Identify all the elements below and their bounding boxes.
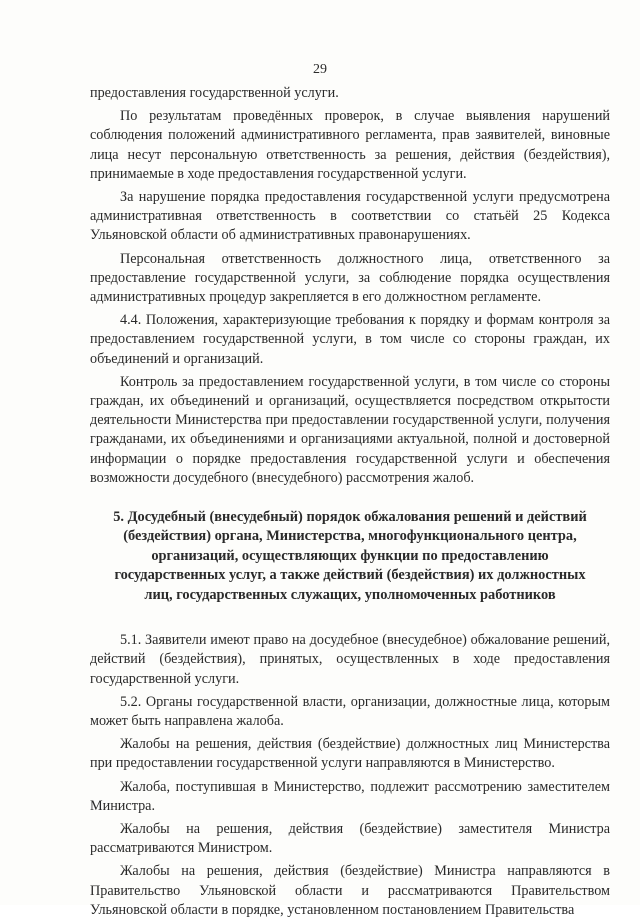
paragraph: По результатам проведённых проверок, в случае выявления нарушений соблюдения положений административного регламента, прав заявителей, виновные лица несут персональную ответственность за решения, действия (бездействия), принимаемые в ходе предоставления государственной услуги. — [90, 108, 610, 182]
paragraph: Жалобы на решения, действия (бездействие) должностных лиц Министерства при предоставлении государственной услуги направляются в Министерство. — [90, 736, 610, 772]
paragraph: 4.4. Положения, характеризующие требования к порядку и формам контроля за предоставлением государственной услуги, в том числе со стороны граждан, их объединений и организаций. — [90, 312, 610, 367]
paragraph: За нарушение порядка предоставления государственной услуги предусмотрена административная ответственность в соответствии со статьёй 25 Кодекса Ульяновской области об административных правонарушениях. — [90, 189, 610, 244]
section-heading: 5. Досудебный (внесудебный) порядок обжалования решений и действий (бездействия) органа, Министерства, многофункционального центра, организаций, осуществляющих функции по предоставлению государственных услуг, а также действий (бездействия) их должностных лиц, государственных служащих, уполномоченных работников — [113, 509, 587, 603]
paragraph-continuation: предоставления государственной услуги. — [90, 85, 339, 101]
page-number: 29 — [313, 62, 327, 77]
paragraph: Жалоба, поступившая в Министерство, подлежит рассмотрению заместителем Министра. — [90, 778, 610, 814]
paragraph: Персональная ответственность должностного лица, ответственного за предоставление государственной услуги, за соблюдение порядка осуществления административных процедур закрепляется в его должностном регламенте. — [90, 250, 610, 306]
paragraph: Контроль за предоставлением государственной услуги, в том числе со стороны граждан, их объединений и организаций, осуществляется посредством открытости деятельности Министерства при предоставлении государственной услуги, получения гражданами, их объединениями и организациями актуальной, полной и достоверной информации о порядке предоставления государственной услуги и обеспечения возможности досудебного (внесудебного) рассмотрения жалоб. — [90, 373, 610, 486]
paragraph: Жалобы на решения, действия (бездействие) Министра направляются в Правительство Ульяновской области и рассматриваются Правительством Ульяновской области в порядке, установленном постановлением Правительства — [90, 863, 610, 918]
paragraph: Жалобы на решения, действия (бездействие) заместителя Министра рассматриваются Министром. — [90, 820, 610, 857]
paragraph: 5.2. Органы государственной власти, организации, должностные лица, которым может быть направлена жалоба. — [90, 693, 610, 729]
paragraph: 5.1. Заявители имеют право на досудебное (внесудебное) обжалование решений, действий (бездействия), принятых, осуществленных в ходе предоставления государственной услуги. — [90, 632, 610, 687]
document-body — [90, 84, 610, 920]
